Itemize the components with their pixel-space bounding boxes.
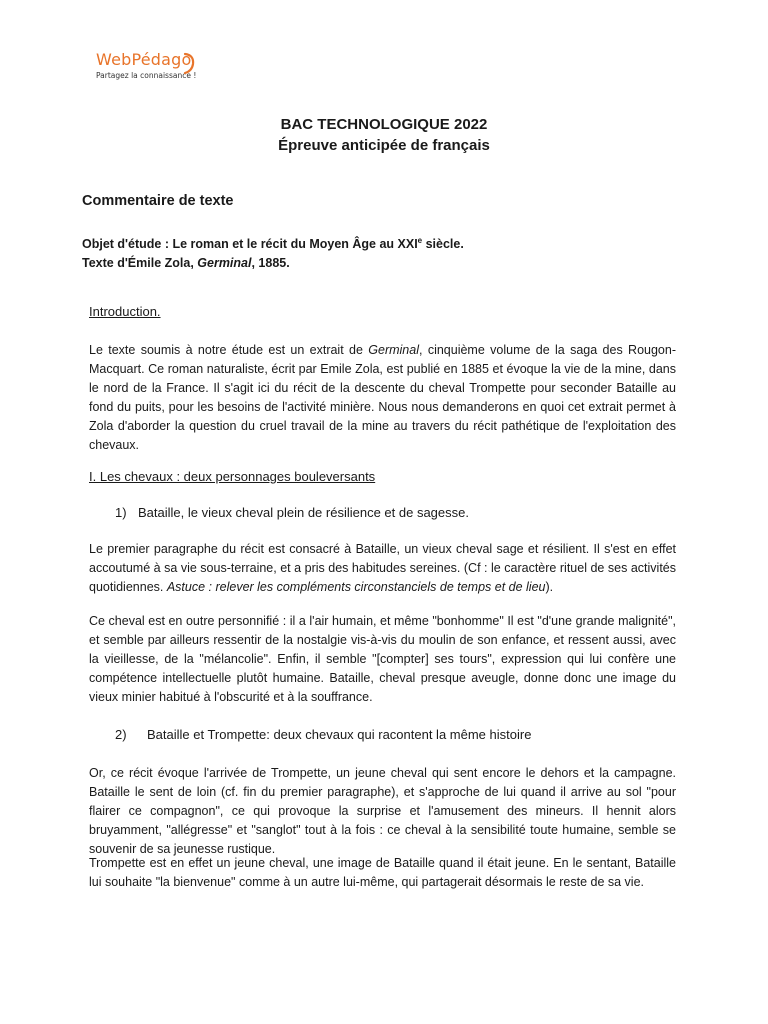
part1-paragraph-3: Or, ce récit évoque l'arrivée de Trompette, un jeune cheval qui sent encore le dehors et la campagne. Bataille le sent de loin (cf. fin du premier paragraphe), et s'approche de lui quand il arrive au sol "pour flairer ce compagnon", ce qui provoque la surprise et l'amusement des mineurs. Il hennit alors bruyamment, "allégresse" et "sanglot" tout à la fois : ce cheval à la sensibilité toute humaine, semble se souvenir de sa jeunesse rustique. [89, 766, 676, 856]
intro-text-b: , cinquième volume de la saga des Rougon-Macquart. Ce roman naturaliste, écrit par Emile Zola, est publié en 1885 et évoque la vie de la mine, dans le nord de la France. Il s'agit ici du récit de la descente du cheval Trompette pour seconder Bataille au fond du puits, pour les besoins de l'activité minière. Nous nous demanderons en quoi cet extrait permet à Zola d'aborder la question du cruel travail de la mine au travers du récit pathétique de l'exploitation des chevaux. [89, 343, 676, 452]
objet-text-a: Objet d'étude : Le roman et le récit du Moyen Âge au XXI [82, 237, 418, 252]
texte-title: Germinal [197, 256, 252, 271]
sub1-number: 1) [115, 505, 127, 520]
intro-italic: Germinal [368, 343, 419, 357]
title-line-1: BAC TECHNOLOGIQUE 2022 [280, 116, 488, 133]
objet-line-1 [82, 231, 464, 254]
objet-line-2 [82, 254, 464, 273]
document-title [0, 114, 768, 156]
webpedago-logo [96, 50, 206, 90]
p1-italic: Astuce : relever les compléments circonstanciels de temps et de lieu [166, 579, 546, 594]
logo-tagline: Partagez la connaissance ! [96, 71, 197, 80]
intro-text-a: Le texte soumis à notre étude est un extrait de [89, 343, 369, 357]
title-line-2: Épreuve anticipée de français [278, 137, 490, 154]
p1-text-b: ). [545, 579, 554, 594]
logo-brand: WebPédago [96, 50, 192, 69]
p1-text-a: Le premier paragraphe du récit est consacré à Bataille, un vieux cheval sage et résilient. Il s'est en effet accoutumé à sa vie sous-terraine, et a pris des habitudes sereines. (Cf : le caractère rituel de ses activités quotidiennes. [89, 542, 676, 594]
part1-paragraph-4: Trompette est en effet un jeune cheval, une image de Bataille quand il était jeune. En le sentant, Bataille lui souhaite "la bienvenue" comme à un autre lui-même, qui partagerait désormais le reste de sa vie. [89, 856, 676, 889]
texte-author: Texte d'Émile Zola, [82, 256, 198, 271]
objet-etude [82, 231, 464, 273]
introduction-heading: Introduction. [89, 304, 161, 319]
part1-paragraph-2: Ce cheval est en outre personnifié : il a l'air humain, et même "bonhomme" Il est "d'une grande malignité", et semble par ailleurs ressentir de la nostalgie vis-à-vis du moulin de son enfance, et ressent aussi, avec la vieillesse, de la "mélancolie". Enfin, il semble "[compter] ses tours", expression qui lui confère une compétence intellectuelle plutôt humaine. Bataille, cheval presque aveugle, donne donc une image du vieux minier habitué à l'obscurité et à la souffrance. [89, 614, 676, 704]
sub1-title: Bataille, le vieux cheval plein de résilience et de sagesse. [138, 505, 469, 520]
logo-hook-icon [182, 52, 196, 78]
sub2-number: 2) [115, 727, 127, 742]
part1-heading: I. Les chevaux : deux personnages bouleversants [89, 469, 376, 484]
sub2-title: Bataille et Trompette: deux chevaux qui racontent la même histoire [147, 727, 532, 742]
objet-sup: e [417, 236, 423, 245]
texte-year: , 1885. [251, 256, 290, 271]
section-heading: Commentaire de texte [82, 193, 234, 209]
objet-text-b: siècle. [422, 237, 464, 252]
part1-paragraph-1 [89, 540, 676, 597]
introduction-paragraph [89, 341, 676, 454]
